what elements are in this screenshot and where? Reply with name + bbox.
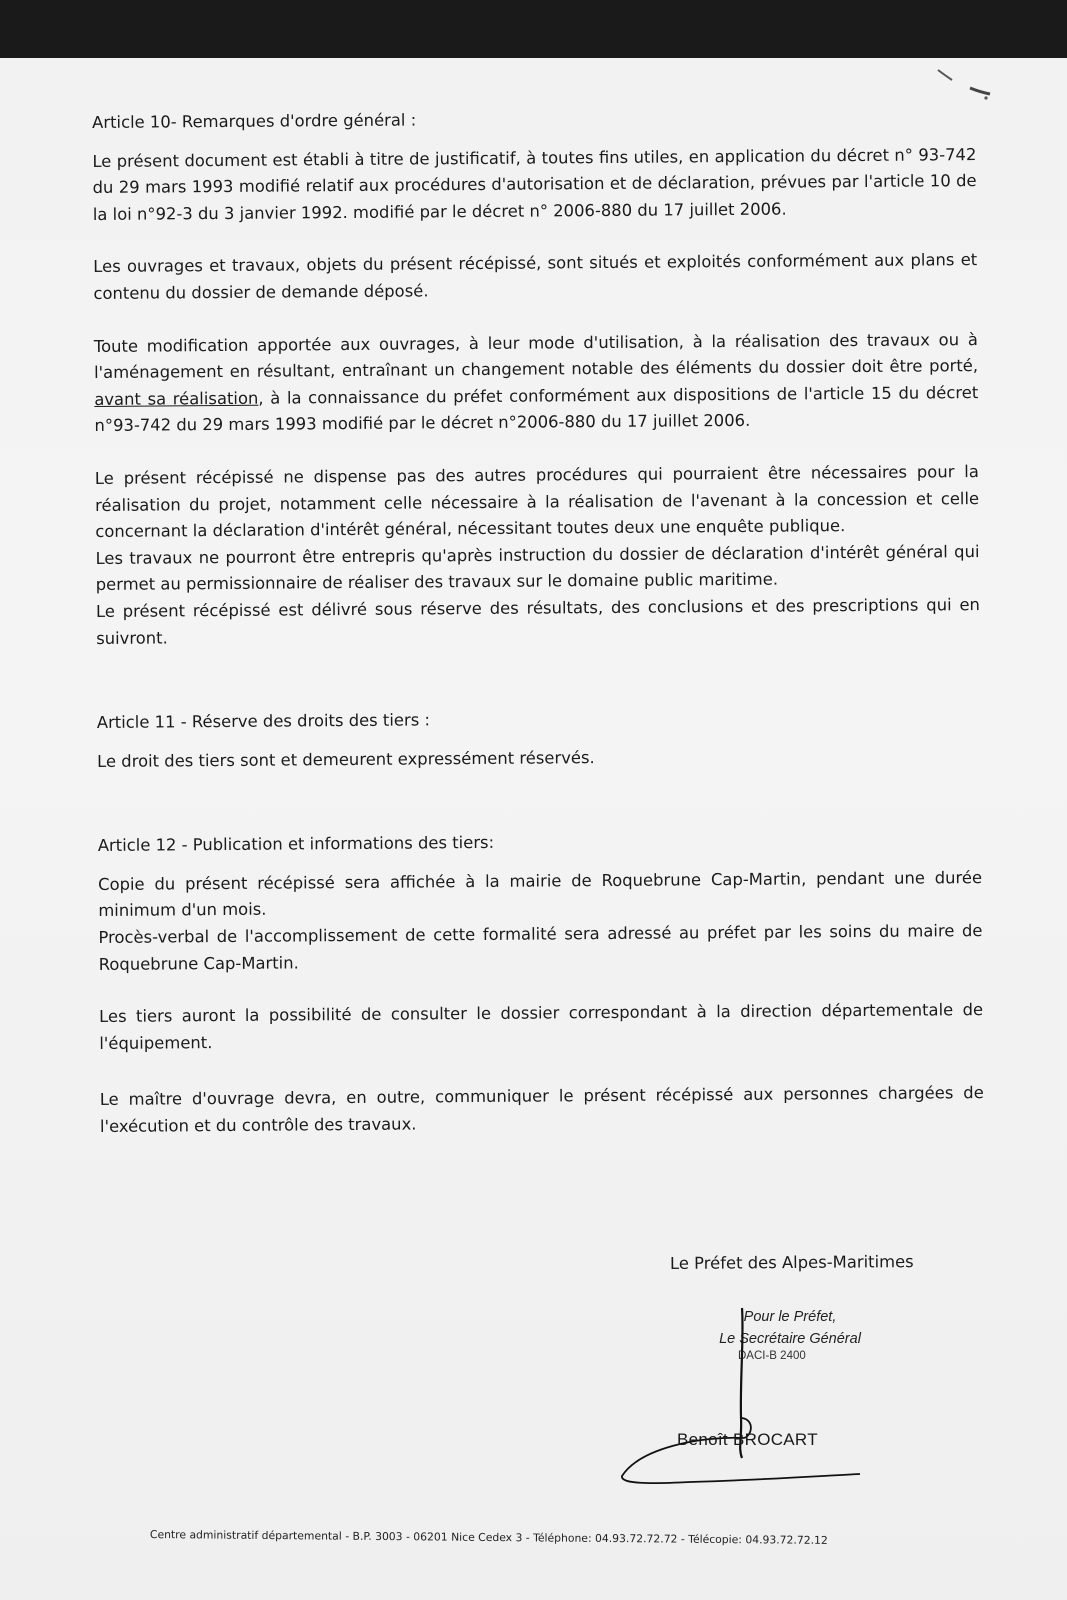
document-body [92, 103, 984, 1141]
article-11-paragraph-1: Le droit des tiers sont et demeurent expressément réservés. [97, 747, 595, 771]
article-10-paragraph-4: Le présent récépissé ne dispense pas des autres procédures qui pourraient être nécessaires pour la réalisation du projet, notamment celle nécessaire à la réalisation de l'avenant à la concession et celle concernant la déclaration d'intérêt général, nécessitant toutes deux une enquête publique. [94, 461, 980, 542]
signer-title: Le Préfet des Alpes-Maritimes [669, 1252, 914, 1273]
article-11-heading: Article 11 - Réserve des droits des tiers : [96, 710, 431, 733]
article-10-paragraph-5: Les travaux ne pourront être entrepris qu'après instruction du dossier de déclaration d'intérêt général qui permet au permissionnaire de réaliser des travaux sur le domaine public maritime. [95, 541, 980, 595]
article-10-paragraph-1: Le présent document est établi à titre de justificatif, à toutes fins utiles, en application du décret n° 93-742 du 29 mars 1993 modifié relatif aux procédures d'autorisation et de déclaration, prévues par l'article 10 de la loi n°92-3 du 3 janvier 1992. modifié par le décret n° 2006-880 du 17 juillet 2006. [92, 144, 977, 224]
handwritten-signature-icon [620, 1298, 900, 1488]
stamp-reference: DACI-B 2400 [738, 1350, 806, 1362]
stamp-line-1: Pour le Préfet, [743, 1309, 837, 1325]
underlined-phrase: avant sa réalisation [94, 388, 259, 409]
ink-smudge-icon [930, 58, 1010, 108]
article-12-paragraph-4: Le maître d'ouvrage devra, en outre, communiquer le présent récépissé aux personnes chargées de l'exécution et du contrôle des travaux. [99, 1083, 984, 1136]
article-10-paragraph-3 [94, 327, 979, 440]
footer-address: Centre administratif départemental - B.P. 3003 - 06201 Nice Cedex 3 - Téléphone: 04.93.72.72.72 - Télécopie: 04.93.72.72.12 [149, 1528, 828, 1547]
article-12-paragraph-2: Procès-verbal de l'accomplissement de cette formalité sera adressé au préfet par les soins du maire de Roquebrune Cap-Martin. [98, 921, 983, 974]
article-10-paragraph-3-end: , à la connaissance du préfet conformément aux dispositions de l'article 15 du décret n°93-742 du 29 mars 1993 modifié par le décret n°2006-880 du 17 juillet 2006. [94, 382, 979, 436]
article-10-paragraph-2: Les ouvrages et travaux, objets du présent récépissé, sont situés et exploités conformément aux plans et contenu du dossier de demande déposé. [93, 250, 978, 303]
article-10-heading: Article 10- Remarques d'ordre général : [92, 110, 417, 132]
stamp-line-2: Le Secrétaire Général [719, 1331, 861, 1347]
article-12-heading: Article 12 - Publication et informations des tiers: [97, 833, 495, 856]
article-10-paragraph-3-start: Toute modification apportée aux ouvrages, à leur mode d'utilisation, à la réalisation des travaux ou à l'aménagement en résultant, entraînant un changement notable des éléments du dossier doit être porté, [93, 329, 979, 383]
signatory-name: Benoît BROCART [677, 1430, 818, 1449]
article-12-paragraph-1: Copie du présent récépissé sera affichée à la mairie de Roquebrune Cap-Martin, pendant une durée minimum d'un mois. [98, 867, 983, 921]
document-page [0, 58, 1067, 1600]
article-10-paragraph-6: Le présent récépissé est délivré sous réserve des résultats, des conclusions et des prescriptions qui en suivront. [95, 594, 980, 648]
article-12-paragraph-3: Les tiers auront la possibilité de consulter le dossier correspondant à la direction départementale de l'équipement. [99, 1000, 984, 1053]
